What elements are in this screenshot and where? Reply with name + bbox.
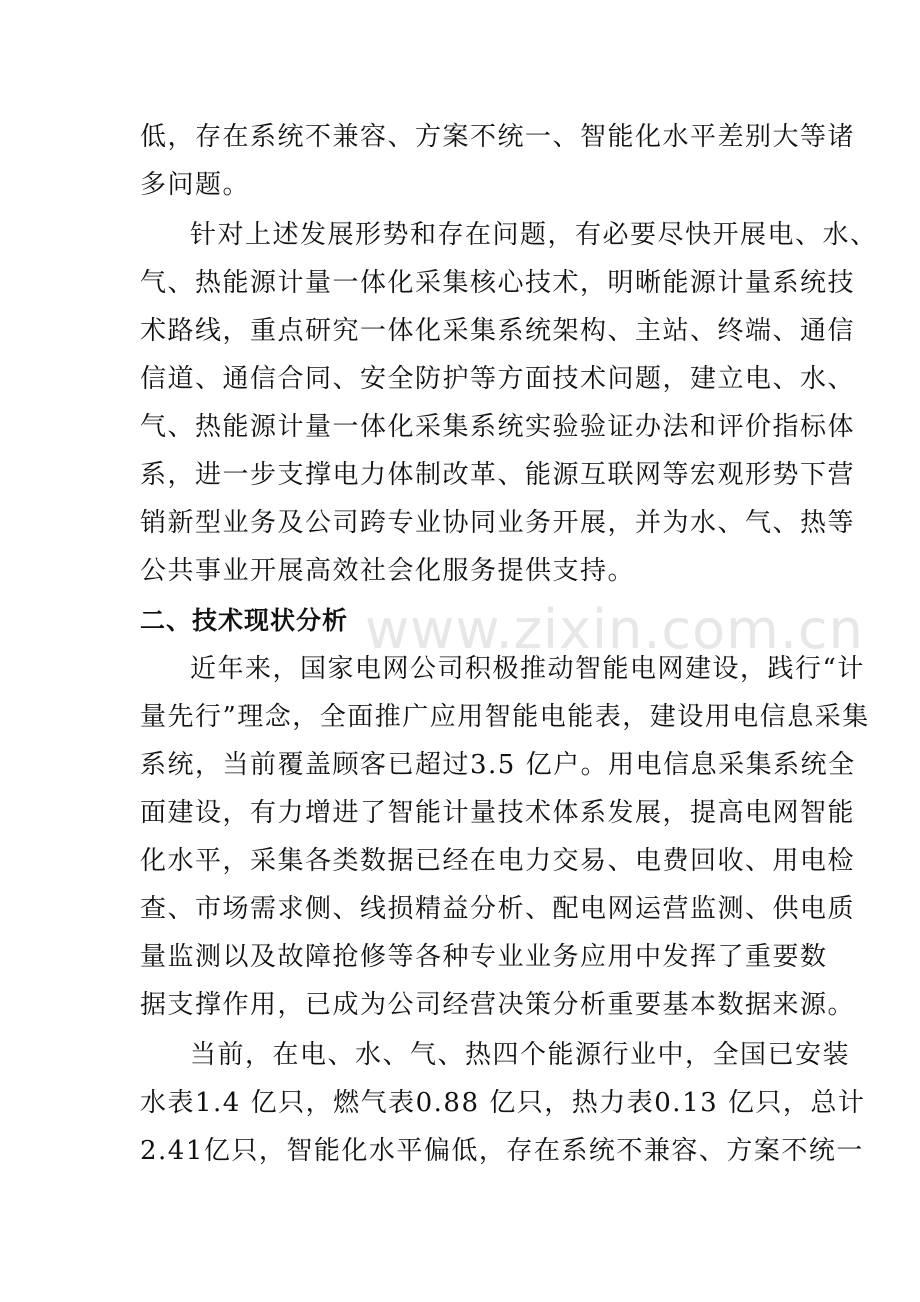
paragraph-3-line-5: 化水平，采集各类数据已经在电力交易、电费回收、用电检 bbox=[140, 846, 856, 876]
paragraph-3-line-1: 近年来，国家电网公司积极推动智能电网建设，践行“计 bbox=[190, 654, 865, 684]
paragraph-2-line-5: 气、热能源计量一体化采集系统实验验证办法和评价指标体 bbox=[140, 412, 856, 442]
paragraph-4-line-2: 水表1.4 亿只，燃气表0.88 亿只，热力表0.13 亿只，总计 bbox=[140, 1088, 866, 1118]
paragraph-3-line-4: 面建设，有力增进了智能计量技术体系发展，提高电网智能 bbox=[140, 798, 856, 828]
paragraph-1-line-1: 低，存在系统不兼容、方案不统一、智能化水平差别大等诸 bbox=[140, 122, 856, 152]
paragraph-3-line-2: 量先行”理念，全面推广应用智能电能表，建设用电信息采集 bbox=[140, 702, 870, 732]
section-heading: 二、技术现状分析 bbox=[140, 606, 349, 635]
paragraph-3-line-6: 查、市场需求侧、线损精益分析、配电网运营监测、供电质 bbox=[140, 894, 856, 924]
paragraph-2-line-3: 术路线，重点研究一体化采集系统架构、主站、终端、通信 bbox=[140, 316, 856, 346]
paragraph-2-line-6: 系，进一步支撑电力体制改革、能源互联网等宏观形势下营 bbox=[140, 460, 856, 490]
paragraph-2-line-8: 公共事业开展高效社会化服务提供支持。 bbox=[140, 556, 636, 586]
watermark: www.zixin.com.cn bbox=[365, 598, 864, 661]
paragraph-4-line-3: 2.41亿只，智能化水平偏低，存在系统不兼容、方案不统一 bbox=[140, 1136, 864, 1166]
paragraph-2-line-1: 针对上述发展形势和存在问题，有必要尽快开展电、水、 bbox=[190, 220, 878, 250]
paragraph-4-line-1: 当前，在电、水、气、热四个能源行业中，全国已安装 bbox=[190, 1040, 851, 1070]
paragraph-3-line-8: 据支撑作用，已成为公司经营决策分析重要基本数据来源。 bbox=[140, 990, 856, 1020]
paragraph-2-line-7: 销新型业务及公司跨专业协同业务开展，并为水、气、热等 bbox=[140, 508, 856, 538]
paragraph-2-line-4: 信道、通信合同、安全防护等方面技术问题，建立电、水、 bbox=[140, 364, 856, 394]
paragraph-3-line-7: 量监测以及故障抢修等各种专业业务应用中发挥了重要数 bbox=[140, 942, 828, 972]
paragraph-2-line-2: 气、热能源计量一体化采集核心技术，明晰能源计量系统技 bbox=[140, 268, 856, 298]
paragraph-3-line-3: 系统，当前覆盖顾客已超过3.5 亿户。用电信息采集系统全 bbox=[140, 750, 856, 780]
paragraph-1-line-2: 多问题。 bbox=[140, 170, 251, 200]
